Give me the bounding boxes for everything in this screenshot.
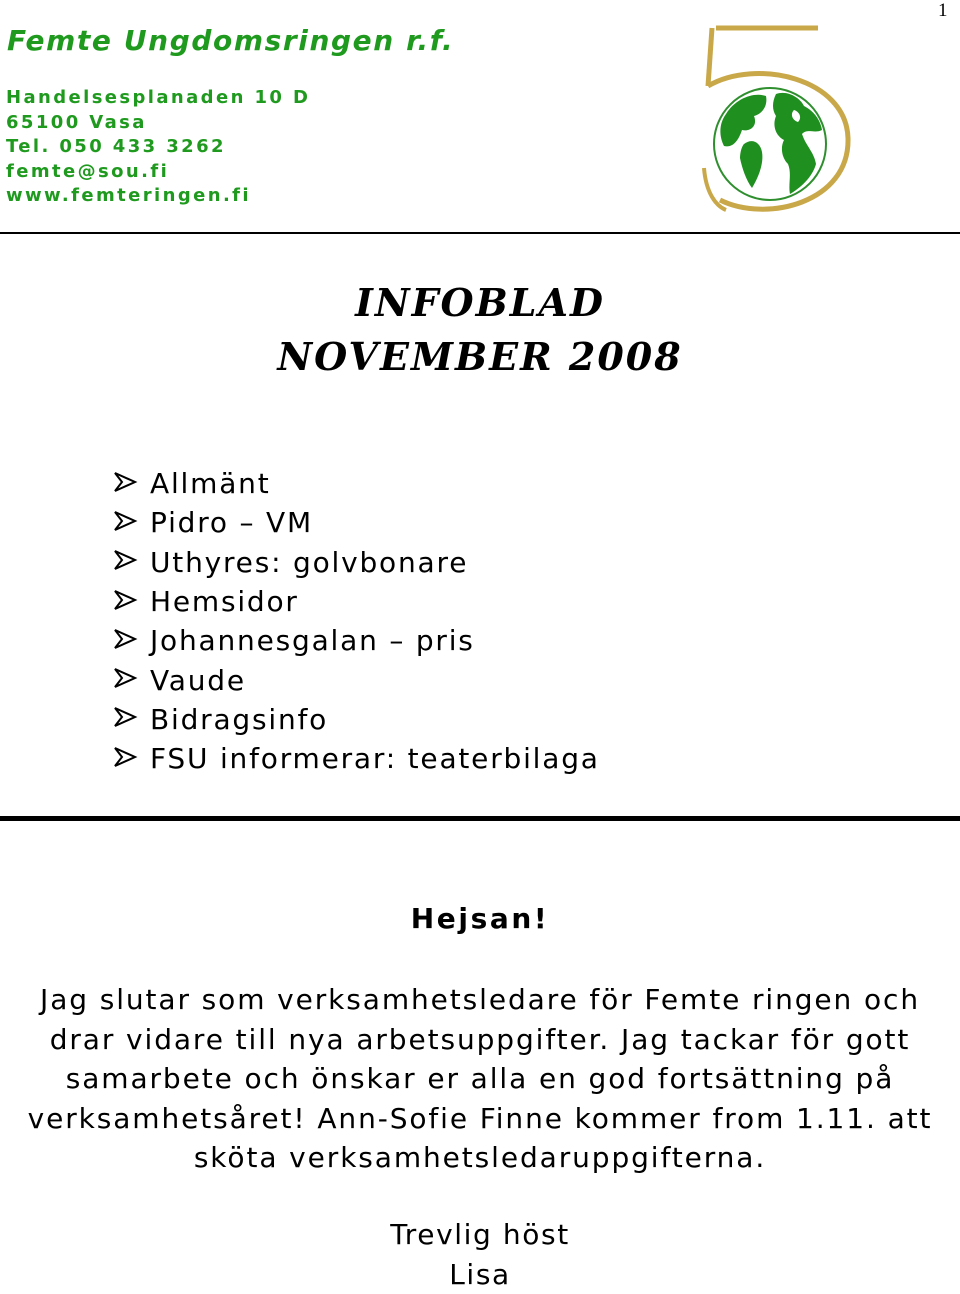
list-item [112, 543, 600, 582]
list-item [112, 582, 600, 621]
letter-body-line: drar vidare till nya arbetsuppgifter. Jag tackar för gott [0, 1020, 960, 1060]
arrowhead-bullet-icon [112, 510, 150, 536]
email-line: femte@sou.fi [6, 160, 310, 185]
letter-body-line: sköta verksamhetsledaruppgifterna. [0, 1138, 960, 1178]
contents-list [112, 464, 600, 778]
arrowhead-bullet-icon [112, 746, 150, 772]
website-line: www.femteringen.fi [6, 184, 310, 209]
letter-closing [0, 1215, 960, 1294]
signature-name: Lisa [0, 1255, 960, 1294]
arrowhead-bullet-icon [112, 471, 150, 497]
letter-body-line: verksamhetsåret! Ann-Sofie Finne kommer from 1.11. att [0, 1099, 960, 1139]
list-item-label: Bidragsinfo [150, 703, 328, 736]
globe-five-logo-icon [696, 18, 856, 223]
list-item-label: Hemsidor [150, 585, 299, 618]
contact-info [6, 86, 310, 209]
list-item [112, 621, 600, 660]
letter-body [0, 980, 960, 1178]
list-item [112, 503, 600, 542]
arrowhead-bullet-icon [112, 549, 150, 575]
list-item-label: Vaude [150, 664, 246, 697]
address-line: Handelsesplanaden 10 D [6, 86, 310, 111]
document-title: INFOBLAD [0, 280, 960, 325]
list-item-label: FSU informerar: teaterbilaga [150, 742, 600, 775]
header-divider [0, 232, 960, 234]
document-subtitle: NOVEMBER 2008 [0, 334, 960, 379]
arrowhead-bullet-icon [112, 589, 150, 615]
page-number: 1 [938, 0, 948, 22]
address-line: 65100 Vasa [6, 111, 310, 136]
list-item-label: Johannesgalan – pris [150, 624, 475, 657]
letter-body-line: samarbete och önskar er alla en god fortsättning på [0, 1059, 960, 1099]
section-divider [0, 816, 960, 821]
list-item-label: Uthyres: golvbonare [150, 546, 468, 579]
arrowhead-bullet-icon [112, 706, 150, 732]
list-item [112, 739, 600, 778]
list-item-label: Allmänt [150, 467, 270, 500]
arrowhead-bullet-icon [112, 667, 150, 693]
list-item [112, 464, 600, 503]
arrowhead-bullet-icon [112, 628, 150, 654]
list-item-label: Pidro – VM [150, 506, 313, 539]
list-item [112, 700, 600, 739]
list-item [112, 660, 600, 699]
letter-body-line: Jag slutar som verksamhetsledare för Femte ringen och [0, 980, 960, 1020]
organization-name: Femte Ungdomsringen r.f. [7, 24, 454, 57]
closing-line: Trevlig höst [0, 1215, 960, 1255]
phone-line: Tel. 050 433 3262 [6, 135, 310, 160]
letter-greeting: Hejsan! [0, 902, 960, 935]
